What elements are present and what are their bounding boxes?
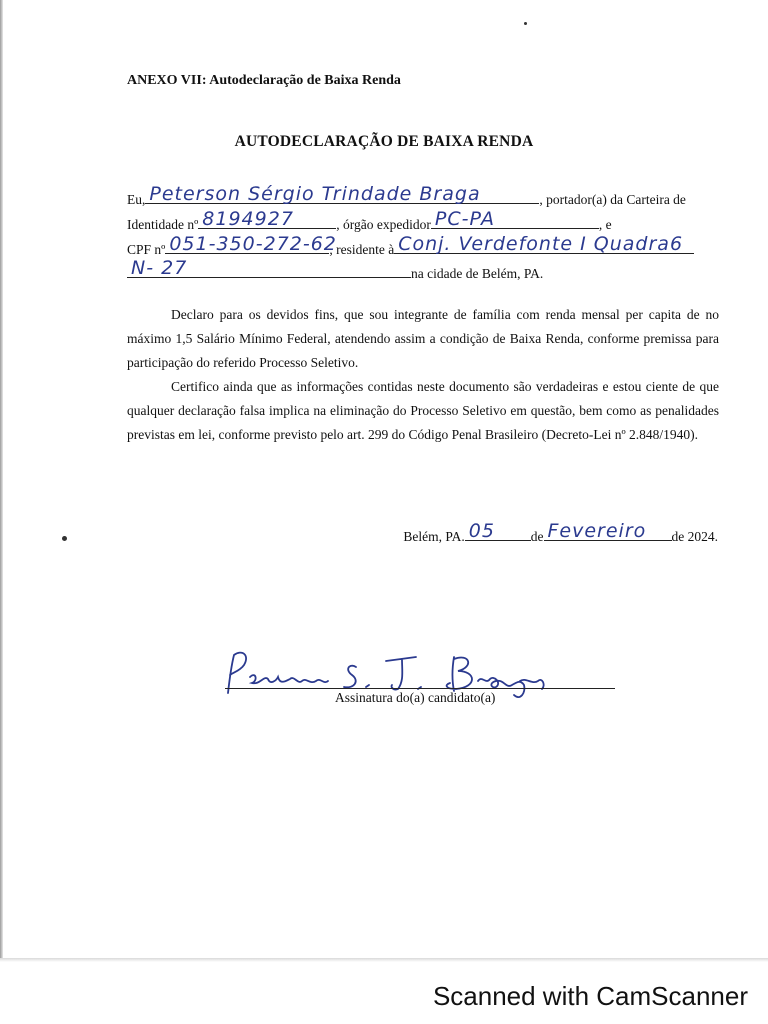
identification-line-1: [127, 183, 686, 208]
date-line: [403, 520, 718, 545]
identification-line-2: [127, 208, 612, 233]
orgao-handwritten: PC-PA: [434, 208, 495, 230]
month-field: [544, 520, 672, 542]
de-label: de: [530, 529, 544, 544]
signature-label: Assinatura do(a) candidato(a): [335, 690, 496, 705]
month-handwritten: Fevereiro: [547, 520, 647, 542]
portador-label: , portador(a) da Carteira de: [539, 192, 686, 207]
orgao-label: , órgão expedidor: [336, 217, 431, 232]
rg-handwritten: 8194927: [202, 208, 294, 230]
address-handwritten: Conj. Verdefonte I Quadra6: [398, 233, 684, 255]
address2-handwritten: N- 27: [131, 257, 188, 279]
identification-line-4: [127, 257, 544, 282]
paragraph-income: Declaro para os devidos fins, que sou integrante de família com renda mensal per capita de no máximo 1,5 Salário Mínimo Federal, atendendo assim a condição de Baixa Renda, conforme premissa para participação do referido Processo Seletivo.: [127, 307, 719, 370]
e-label: , e: [598, 217, 612, 232]
signature-line: [225, 688, 615, 689]
identification-line-3: [127, 233, 694, 258]
cpf-label: CPF nº: [127, 242, 166, 257]
annex-heading: ANEXO VII: Autodeclaração de Baixa Renda: [127, 73, 401, 88]
name-field: [145, 183, 539, 205]
name-handwritten: Peterson Sérgio Trindade Braga: [149, 183, 481, 205]
declaration-body: [127, 303, 719, 447]
scan-speck: [62, 536, 67, 541]
cpf-field: [165, 233, 337, 255]
eu-label: Eu,: [127, 192, 146, 207]
day-field: [465, 520, 531, 542]
residente-label: , residente à: [329, 242, 395, 257]
day-handwritten: 05: [468, 520, 495, 542]
address2-field: [127, 257, 411, 279]
address-field: [394, 233, 694, 255]
rg-field: [198, 208, 336, 230]
document-title: AUTODECLARAÇÃO DE BAIXA RENDA: [234, 133, 534, 150]
camscanner-watermark: Scanned with CamScanner: [432, 981, 748, 1011]
cidade-label: na cidade de Belém, PA.: [411, 266, 544, 281]
scan-speck: [524, 22, 527, 25]
orgao-field: [431, 208, 599, 230]
year-label: de 2024.: [671, 529, 718, 544]
paragraph-certification: Certifico ainda que as informações contidas neste documento são verdadeiras e estou ciente de que qualquer declaração falsa implica na eliminação do Processo Seletivo em questão, bem como as penalidades previstas em lei, conforme previsto pelo art. 299 do Código Penal Brasileiro (Decreto-Lei nº 2.848/1940).: [127, 379, 719, 442]
identidade-label: Identidade nº: [127, 217, 199, 232]
place-label: Belém, PA.: [403, 529, 465, 544]
scan-edge-bottom: [0, 958, 768, 962]
cpf-handwritten: 051-350-272-62: [169, 233, 337, 255]
